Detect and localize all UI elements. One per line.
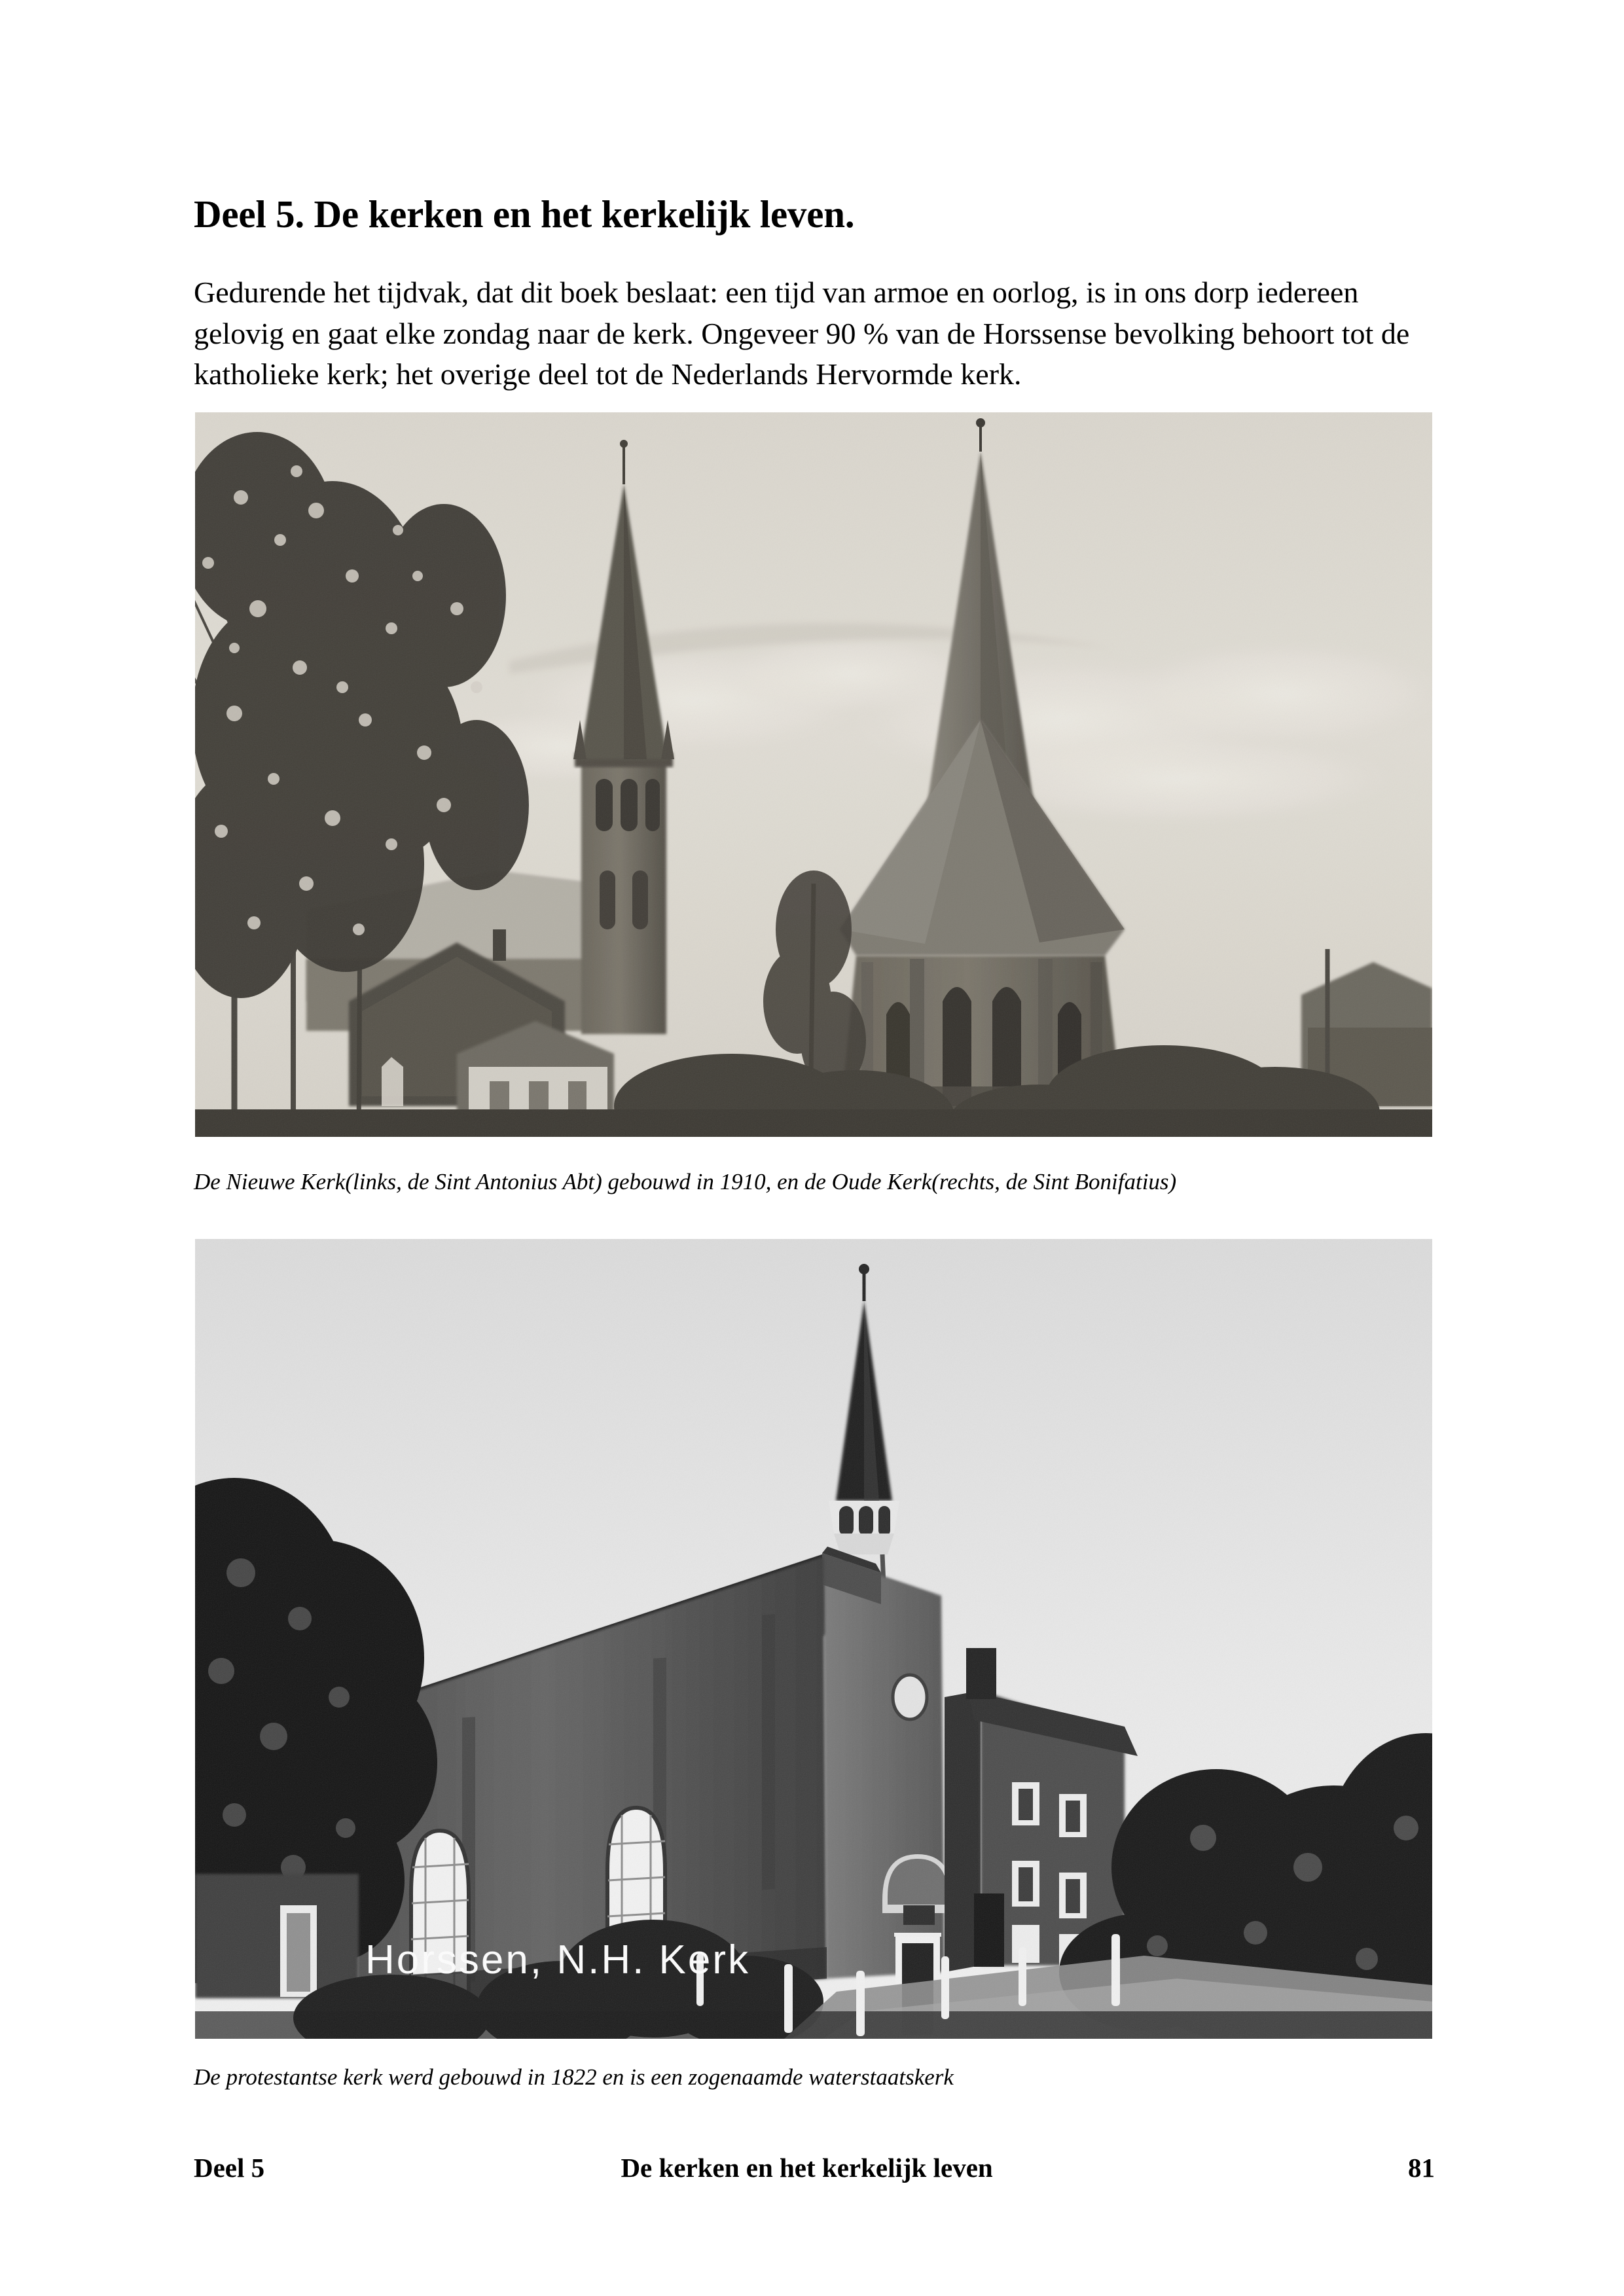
figure-caption-1: De Nieuwe Kerk(links, de Sint Antonius Abt) gebouwd in 1910, en de Oude Kerk(rechts, de Sint Bonifatius) (194, 1169, 1177, 1194)
photo-nh-church (195, 1239, 1432, 2039)
figure-caption-2: De protestantse kerk werd gebouwd in 1822 en is een zogenaamde waterstaatskerk (194, 2064, 954, 2090)
photo-two-churches (195, 412, 1432, 1137)
figure-two-churches (195, 412, 1432, 1137)
page-title: Deel 5. De kerken en het kerkelijk leven. (194, 192, 855, 236)
page-number: 81 (1408, 2153, 1435, 2183)
sepia-wash (195, 412, 1432, 1137)
page-footer (194, 2152, 1435, 2183)
footer-title: De kerken en het kerkelijk leven (621, 2153, 993, 2183)
figure-nh-church (195, 1239, 1432, 2039)
postcard-overlay-text: Horssen, N.H. Kerk (365, 1937, 751, 1982)
footer-section-label: Deel 5 (194, 2153, 265, 2183)
page-content (194, 0, 1435, 395)
church-gable (822, 1547, 953, 2035)
body-paragraph: Gedurende het tijdvak, dat dit boek beslaat: een tijd van armoe en oorlog, is in ons dorp iedereen gelovig en gaat elke zondag naar de kerk. Ongeveer 90 % van de Horssense bevolking behoort tot de katholieke kerk; het overige deel tot de Nederlands Hervormde kerk. (194, 275, 1410, 391)
left-wall (195, 1874, 359, 1998)
